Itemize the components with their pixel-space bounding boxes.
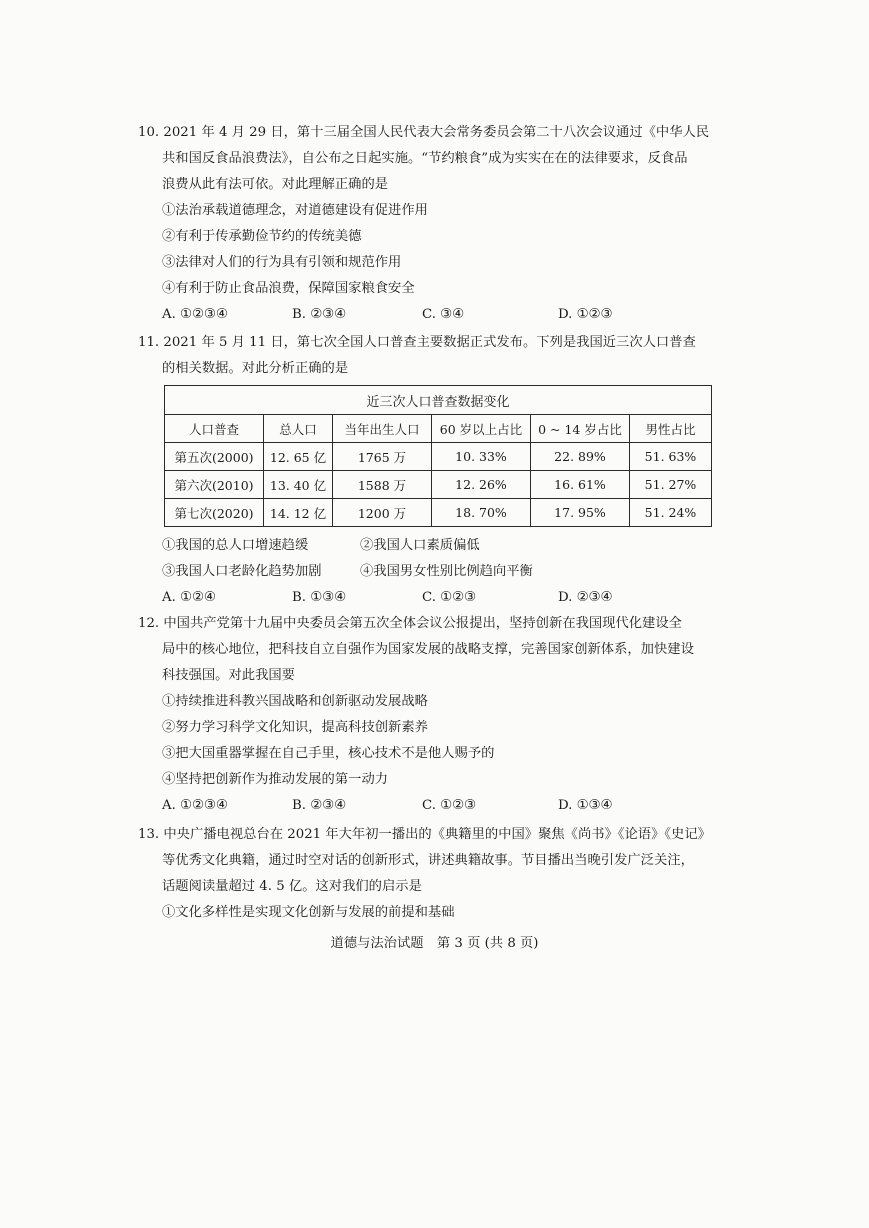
table-cell: 13. 40 亿 [264,471,333,499]
option-c: C. ③④ [422,307,464,322]
statement-1: ①法治承载道德理念，对道德建设有促进作用 [162,203,428,218]
question-10 [138,120,708,328]
table-caption: 近三次人口普查数据变化 [165,386,712,415]
statement-3: ③把大国重器掌握在自己手里，核心技术不是他人赐予的 [162,746,495,761]
statement-pair [138,559,708,585]
question-13 [138,822,711,926]
question-11 [138,330,708,382]
statement-3: ③法律对人们的行为具有引领和规范作用 [162,255,402,270]
table-header: 当年出生人口 [333,415,432,443]
statement-2: ②有利于传承勤俭节约的传统美德 [162,229,362,244]
table-cell: 1200 万 [333,499,432,527]
question-10-line-1: 10. 2021 年 4 月 29 日，第十三届全国人民代表大会常务委员会第二十八次会议通过《中华人民 [138,125,710,140]
option-c: C. ①②③ [422,590,476,605]
table-cell: 第五次(2000) [165,443,264,471]
table-cell: 1588 万 [333,471,432,499]
table-cell: 51. 27% [630,471,712,499]
table-cell: 18. 70% [432,499,531,527]
option-b: B. ②③④ [292,307,346,322]
statement-3: ③我国人口老龄化趋势加剧 [162,564,322,579]
question-11-answers [138,533,708,611]
table-cell: 10. 33% [432,443,531,471]
table-cell: 1765 万 [333,443,432,471]
statement-1: ①持续推进科教兴国战略和创新驱动发展战略 [162,694,428,709]
table-cell: 51. 63% [630,443,712,471]
table-cell: 17. 95% [531,499,630,527]
option-d: D. ①②③ [558,307,613,322]
answer-options [138,302,708,328]
table-header-row [165,415,712,443]
table-header: 0 ~ 14 岁占比 [531,415,630,443]
statement-4: ④坚持把创新作为推动发展的第一动力 [162,772,389,787]
statement-2: ②我国人口素质偏低 [360,538,480,553]
page-footer: 道德与法治试题 第 3 页 (共 8 页) [330,936,539,951]
table-cell: 第七次(2020) [165,499,264,527]
table-cell: 22. 89% [531,443,630,471]
question-12-line-2: 局中的核心地位，把科技自立自强作为国家发展的战略支撑，完善国家创新体系，加快建设 [162,642,694,657]
question-12 [138,611,708,819]
table-cell: 12. 65 亿 [264,443,333,471]
option-a: A. ①②③④ [162,307,228,322]
question-10-line-2: 共和国反食品浪费法》，自公布之日起实施。“节约粮食”成为实实在在的法律要求，反食品 [162,151,688,166]
option-d: D. ①③④ [558,798,613,813]
table-cell: 16. 61% [531,471,630,499]
table-cell: 51. 24% [630,499,712,527]
option-a: A. ①②③④ [162,798,228,813]
option-d: D. ②③④ [558,590,613,605]
table-header: 总人口 [264,415,333,443]
statement-1: ①文化多样性是实现文化创新与发展的前提和基础 [162,905,455,920]
table-header: 男性占比 [630,415,712,443]
table-row [165,471,712,499]
option-c: C. ①②③ [422,798,476,813]
statement-pair [138,533,708,559]
question-13-line-1: 13. 中央广播电视总台在 2021 年大年初一播出的《典籍里的中国》聚焦《尚书》《论语》《史记》 [138,827,711,842]
statement-4: ④有利于防止食品浪费，保障国家粮食安全 [162,281,415,296]
question-11-line-2: 的相关数据。对此分析正确的是 [162,361,349,376]
question-12-line-3: 科技强国。对此我国要 [162,668,295,683]
answer-options [138,585,708,611]
table-cell: 第六次(2010) [165,471,264,499]
census-table [164,385,712,527]
question-13-line-3: 话题阅读量超过 4. 5 亿。这对我们的启示是 [162,879,422,894]
table-row [165,443,712,471]
statement-4: ④我国男女性别比例趋向平衡 [360,564,533,579]
table-cell: 14. 12 亿 [264,499,333,527]
question-10-line-3: 浪费从此有法可依。对此理解正确的是 [162,177,389,192]
option-b: B. ②③④ [292,798,346,813]
option-b: B. ①③④ [292,590,346,605]
question-11-line-1: 11. 2021 年 5 月 11 日，第七次全国人口普查主要数据正式发布。下列是我国近三次人口普查 [138,335,696,350]
answer-options [138,793,708,819]
statement-2: ②努力学习科学文化知识，提高科技创新素养 [162,720,428,735]
statement-1: ①我国的总人口增速趋缓 [162,538,309,553]
question-13-line-2: 等优秀文化典籍，通过时空对话的创新形式，讲述典籍故事。节目播出当晚引发广泛关注， [162,853,694,868]
table-cell: 12. 26% [432,471,531,499]
table-header: 人口普查 [165,415,264,443]
table-row [165,499,712,527]
question-12-line-1: 12. 中国共产党第十九届中央委员会第五次全体会议公报提出，坚持创新在我国现代化建设全 [138,616,682,631]
table-header: 60 岁以上占比 [432,415,531,443]
option-a: A. ①②④ [162,590,216,605]
